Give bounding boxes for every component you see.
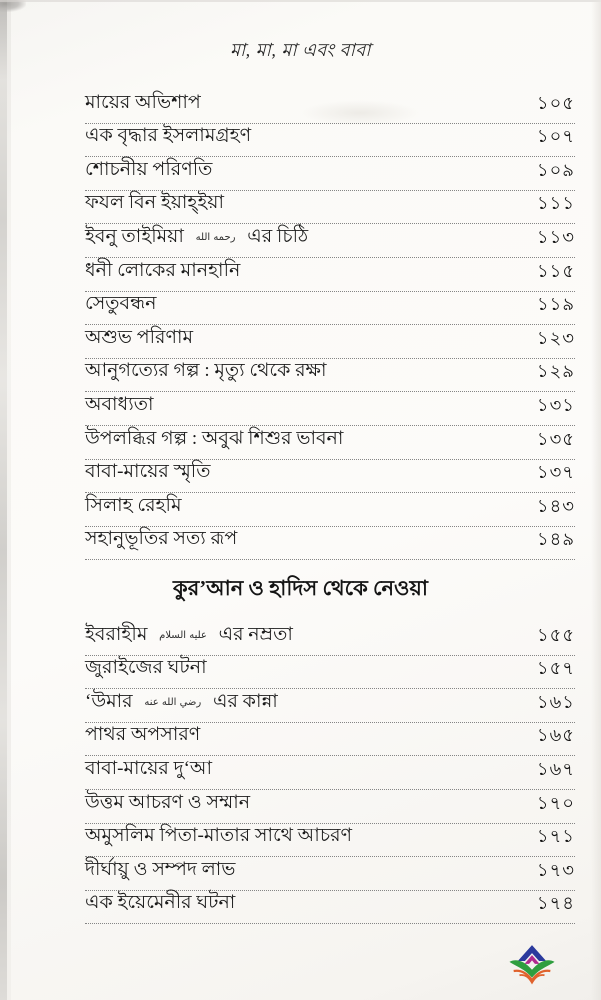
toc-entry-page-number: ১৫৭ [536,658,575,679]
toc-title-text: অশুভ পরিণাম [85,326,194,348]
toc-entry-page-number: ১২৯ [536,361,575,382]
toc-entry-title [85,88,201,120]
scan-edge-top [0,0,601,2]
toc-entry-page-number: ১১৯ [536,294,575,315]
toc-title-text: সহানুভূতির সত্য রূপ [85,528,238,550]
toc-row [85,689,575,723]
toc-entry-page-number: ১১৩ [536,226,575,247]
toc-title-text: এক বৃদ্ধার ইসলামগ্রহণ [85,125,252,147]
toc-row [85,493,575,527]
toc-entry-title [85,457,211,489]
toc-entry-title [85,289,156,321]
toc-row [85,790,575,824]
toc-title-text: ‘উমার [85,690,133,712]
toc-row [85,157,575,191]
toc-row [85,656,575,690]
toc-entry-page-number: ১০৫ [536,92,575,113]
toc-title-text: আনুগত্যের গল্প : মৃত্যু থেকে রক্ষা [85,360,327,382]
toc-title-text: সিলাহ রেহমি [85,494,182,516]
toc-entry-title [85,155,212,187]
toc-entry-title [85,720,200,752]
toc-row [85,359,575,393]
toc-row [85,90,575,124]
toc-list-part2 [85,622,575,924]
toc-entry-page-number: ১১১ [536,193,575,214]
toc-entry-page-number: ১৩১ [536,394,575,415]
toc-entry-title [85,888,235,920]
toc-entry-title [85,524,237,556]
toc-entry-page-number: ১৪৩ [536,495,575,516]
toc-row [85,891,575,925]
scan-edge-right [591,0,601,1000]
running-book-title: মা, মা, মা এবং বাবা [229,40,372,60]
toc-title-text: জুরাইজের ঘটনা [85,657,207,679]
toc-title-text: এক ইয়েমেনীর ঘটনা [85,892,236,914]
toc-entry-title [85,222,308,254]
toc-row [85,325,575,359]
toc-row [85,191,575,225]
toc-row [85,527,575,561]
toc-entry-page-number: ১০৭ [536,126,575,147]
toc-title-text: উত্তম আচরণ ও সম্মান [85,791,251,813]
toc-entry-title [85,855,235,887]
toc-title-text: ফযল বিন ইয়াহ্‌ইয়া [85,192,224,214]
toc-entry-page-number: ১৭৩ [536,859,575,880]
toc-title-text: মায়ের অভিশাপ [85,91,201,113]
toc-title-text: ধনী লোকের মানহানি [85,259,241,281]
toc-title-suffix: এর নম্রতা [218,623,293,645]
toc-title-text: অবাধ্যতা [85,393,154,415]
toc-row [85,224,575,258]
toc-entry-title [85,788,250,820]
toc-title-text: সেতুবন্ধন [85,293,157,315]
toc-title-suffix: এর কান্না [213,690,278,712]
toc-title-text: দীর্ঘায়ু ও সম্পদ লাভ [85,858,236,880]
honorific-calligraphy-icon: رضي الله عنه [144,696,202,708]
section-heading: কুর’আন ও হাদিস থেকে নেওয়া [173,576,428,600]
publisher-logo [507,941,557,991]
toc-entry-page-number: ১২৩ [536,327,575,348]
toc-row [85,124,575,158]
toc-entry-title [85,188,224,220]
toc-entry-title [85,390,153,422]
scan-edge-left-shadow [7,0,11,1000]
toc-entry-title [85,323,193,355]
scan-edge-left [0,0,7,1000]
toc-entry-page-number: ১৩৫ [536,428,575,449]
toc-entry-page-number: ১৬১ [536,691,575,712]
toc-entry-title [85,754,212,786]
toc-entry-page-number: ১৬৭ [536,758,575,779]
toc-entry-page-number: ১৭১ [536,826,575,847]
toc-title-text: পাথর অপসারণ [85,724,201,746]
toc-entry-title [85,121,251,153]
toc-row [85,258,575,292]
toc-entry-page-number: ১৪৯ [536,529,575,550]
honorific-calligraphy-icon: عليه السلام [159,629,207,641]
toc-row [85,292,575,326]
toc-entry-title [85,653,207,685]
toc-row [85,723,575,757]
toc-title-text: বাবা-মায়ের স্মৃতি [85,461,211,483]
toc-title-suffix: এর চিঠি [247,225,309,247]
toc-entry-title [85,821,352,853]
toc-row [85,460,575,494]
toc-row [85,824,575,858]
toc-entry-page-number: ১৬৫ [536,725,575,746]
toc-title-text: উপলব্ধির গল্প : অবুঝ শিশুর ভাবনা [85,427,344,449]
toc-title-text: বাবা-মায়ের দু‘আ [85,757,213,779]
toc-list-part1 [85,90,575,560]
toc-title-text: ইবরাহীম [85,623,148,645]
toc-entry-title [85,256,240,288]
toc-entry-title [85,491,182,523]
toc-row [85,622,575,656]
toc-row [85,756,575,790]
toc-entry-page-number: ১৭৪ [536,893,575,914]
toc-row [85,426,575,460]
toc-title-text: ইবনু তাইমিয়া [85,225,184,247]
toc-entry-page-number: ১৩৭ [536,462,575,483]
toc-entry-title [85,356,326,388]
toc-entry-page-number: ১৭০ [536,792,575,813]
toc-row [85,392,575,426]
toc-entry-title [85,620,293,652]
toc-row [85,857,575,891]
toc-entry-page-number: ১১৫ [536,260,575,281]
honorific-calligraphy-icon: رحمه الله [195,231,236,243]
toc-title-text: শোচনীয় পরিণতি [85,158,213,180]
toc-entry-title [85,424,343,456]
toc-entry-page-number: ১০৯ [536,159,575,180]
toc-entry-page-number: ১৫৫ [536,624,575,645]
toc-title-text: অমুসলিম পিতা-মাতার সাথে আচরণ [85,825,353,847]
publisher-logo-icon [507,941,557,991]
toc-entry-title [85,687,278,719]
